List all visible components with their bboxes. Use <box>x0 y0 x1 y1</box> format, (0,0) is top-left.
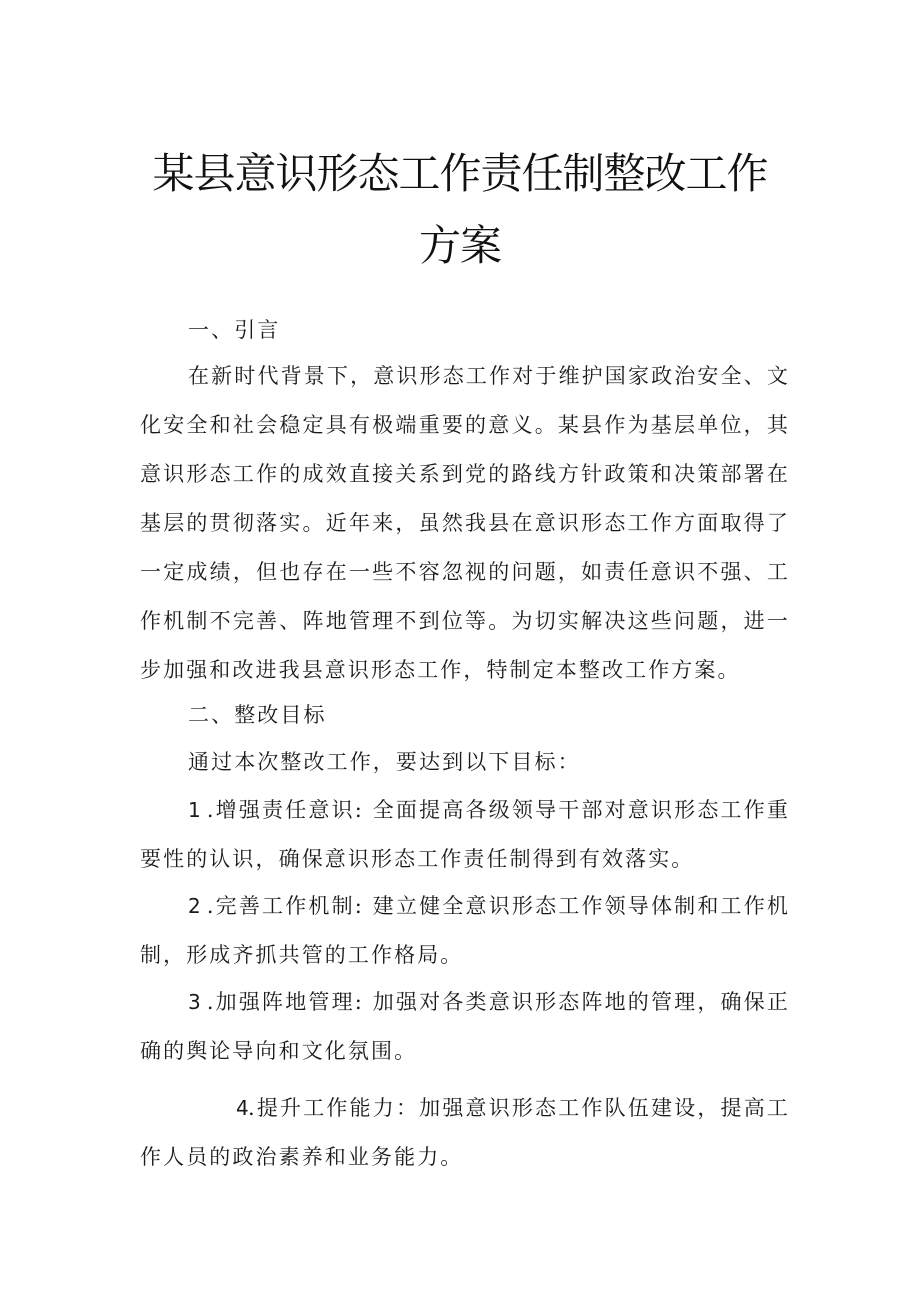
goal-item-text: .加强阵地管理: 加强对各类意识形态阵地的管理，确保正确的舆论导向和文化氛围。 <box>140 990 790 1063</box>
goal-item-1 <box>140 786 790 884</box>
goal-item-text: .提升工作能力：加强意识形态工作队伍建设，提高工作人员的政治素养和业务能力。 <box>140 1096 790 1169</box>
goal-item-4 <box>140 1084 790 1182</box>
introduction-paragraph: 在新时代背景下，意识形态工作对于维护国家政治安全、文化安全和社会稳定具有极端重要的意义。某县作为基层单位，其意识形态工作的成效直接关系到党的路线方针政策和决策部署在基层的贯彻落实。近年来，虽然我县在意识形态工作方面取得了一定成绩，但也存在一些不容忽视的问题，如责任意识不强、工作机制不完善、阵地管理不到位等。为切实解决这些问题，进一步加强和改进我县意识形态工作，特制定本整改工作方案。 <box>140 364 790 682</box>
section-heading-introduction: 一、引言 <box>188 318 281 342</box>
goal-item-text: .增强责任意识: 全面提高各级领导干部对意识形态工作重要性的认识，确保意识形态工作责任制得到有效落实。 <box>140 798 790 871</box>
section-heading-goals: 二、整改目标 <box>188 703 327 727</box>
goals-intro: 通过本次整改工作，要达到以下目标： <box>188 750 581 774</box>
goal-item-number: 4 <box>236 1096 251 1120</box>
document-title-line-1: 某县意识形态工作责任制整改工作 <box>152 149 768 198</box>
goal-item-number: 2 <box>188 894 203 918</box>
goal-item-number: 3 <box>188 990 203 1014</box>
goal-item-number: 1 <box>188 798 203 822</box>
goal-item-2 <box>140 882 790 980</box>
goal-item-text: .完善工作机制: 建立健全意识形态工作领导体制和工作机制，形成齐抓共管的工作格局。 <box>140 894 790 967</box>
goal-item-3 <box>140 978 790 1076</box>
document-title-line-2: 方案 <box>418 221 501 270</box>
